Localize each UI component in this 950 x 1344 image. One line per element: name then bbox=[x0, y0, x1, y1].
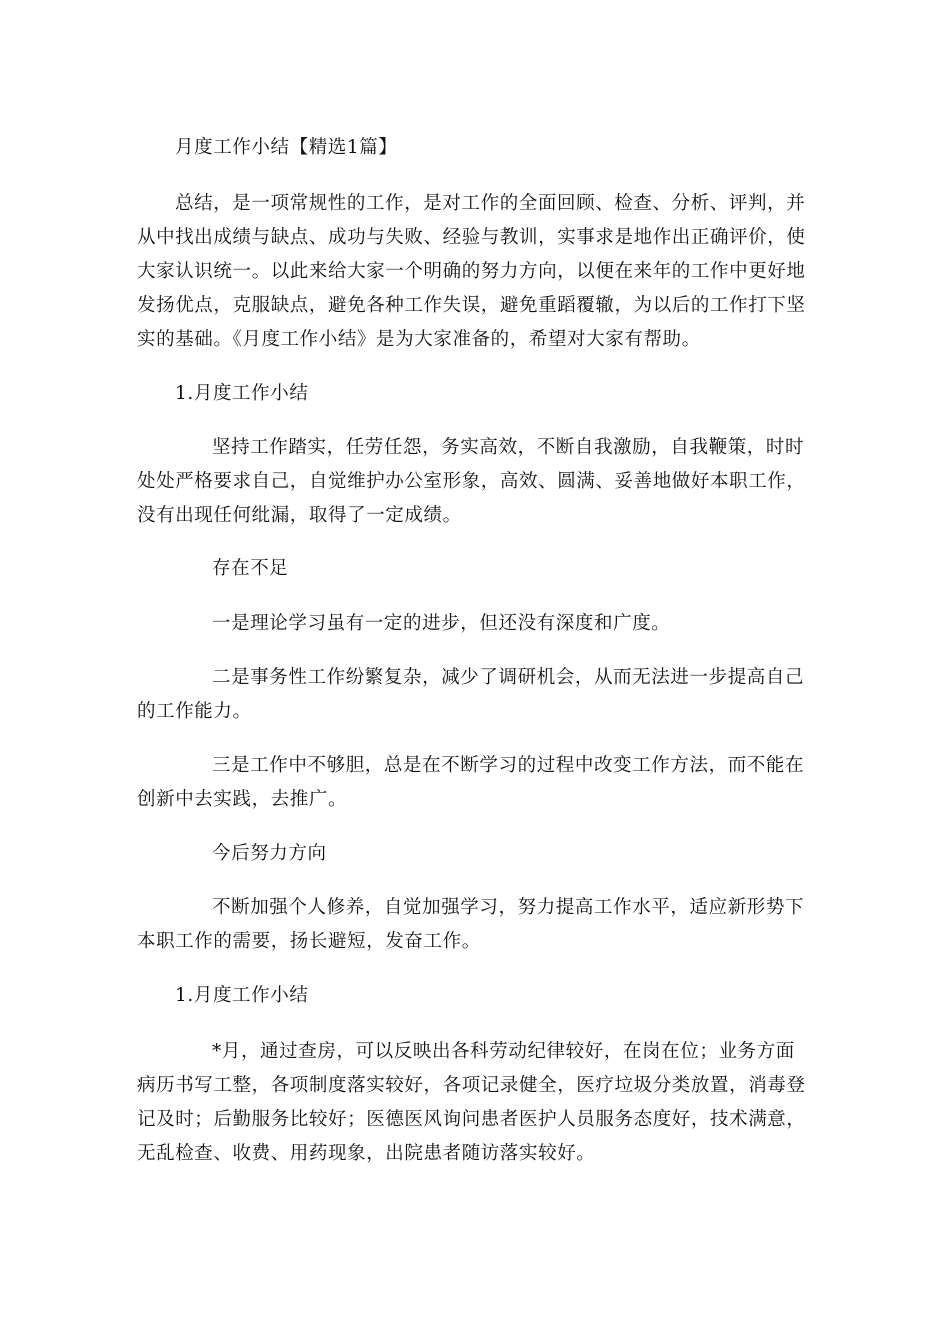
section2-line: 无乱检查、收费、用药现象，出院患者随访落实较好。 bbox=[137, 1143, 596, 1164]
document-title: 月度工作小结【精选1篇】 bbox=[175, 137, 398, 158]
section-heading: 1.月度工作小结 bbox=[175, 985, 309, 1006]
section1-line: 没有出现任何纰漏，取得了一定成绩。 bbox=[137, 505, 462, 526]
section1-line: 坚持工作踏实，任劳任怨，务实高效，不断自我激励，自我鞭策，时时 bbox=[212, 437, 805, 458]
intro-line: 总结，是一项常规性的工作，是对工作的全面回顾、检查、分析、评判，并 bbox=[175, 193, 806, 214]
shortcoming-line: 二是事务性工作纷繁复杂，减少了调研机会，从而无法进一步提高自己 bbox=[212, 667, 805, 688]
intro-line: 实的基础。《月度工作小结》是为大家准备的，希望对大家有帮助。 bbox=[137, 329, 701, 350]
shortcomings-heading: 存在不足 bbox=[212, 558, 289, 579]
direction-line: 不断加强个人修养，自觉加强学习，努力提高工作水平，适应新形势下 bbox=[212, 897, 805, 918]
shortcoming-line: 创新中去实践，去推广。 bbox=[137, 789, 348, 810]
intro-line: 发扬优点，克服缺点，避免各种工作失误，避免重蹈覆辙，为以后的工作打下坚 bbox=[137, 295, 806, 316]
direction-heading: 今后努力方向 bbox=[212, 843, 327, 864]
intro-line: 大家认识统一。以此来给大家一个明确的努力方向，以便在来年的工作中更好地 bbox=[137, 261, 806, 282]
shortcoming-line: 一是理论学习虽有一定的进步，但还没有深度和广度。 bbox=[212, 613, 671, 634]
section2-line: 记及时；后勤服务比较好；医德医风询问患者医护人员服务态度好，技术满意， bbox=[137, 1109, 806, 1130]
intro-line: 从中找出成绩与缺点、成功与失败、经验与教训，实事求是地作出正确评价，使 bbox=[137, 227, 806, 248]
shortcoming-line: 三是工作中不够胆，总是在不断学习的过程中改变工作方法，而不能在 bbox=[212, 755, 805, 776]
section1-line: 处处严格要求自己，自觉维护办公室形象，高效、圆满、妥善地做好本职工作， bbox=[137, 471, 806, 492]
section2-line: 病历书写工整，各项制度落实较好，各项记录健全，医疗垃圾分类放置，消毒登 bbox=[137, 1075, 806, 1096]
section2-line: *月，通过查房，可以反映出各科劳动纪律较好，在岗在位；业务方面 bbox=[212, 1041, 795, 1062]
shortcoming-line: 的工作能力。 bbox=[137, 701, 252, 722]
direction-line: 本职工作的需要，扬长避短，发奋工作。 bbox=[137, 931, 481, 952]
section-heading: 1.月度工作小结 bbox=[175, 383, 309, 404]
